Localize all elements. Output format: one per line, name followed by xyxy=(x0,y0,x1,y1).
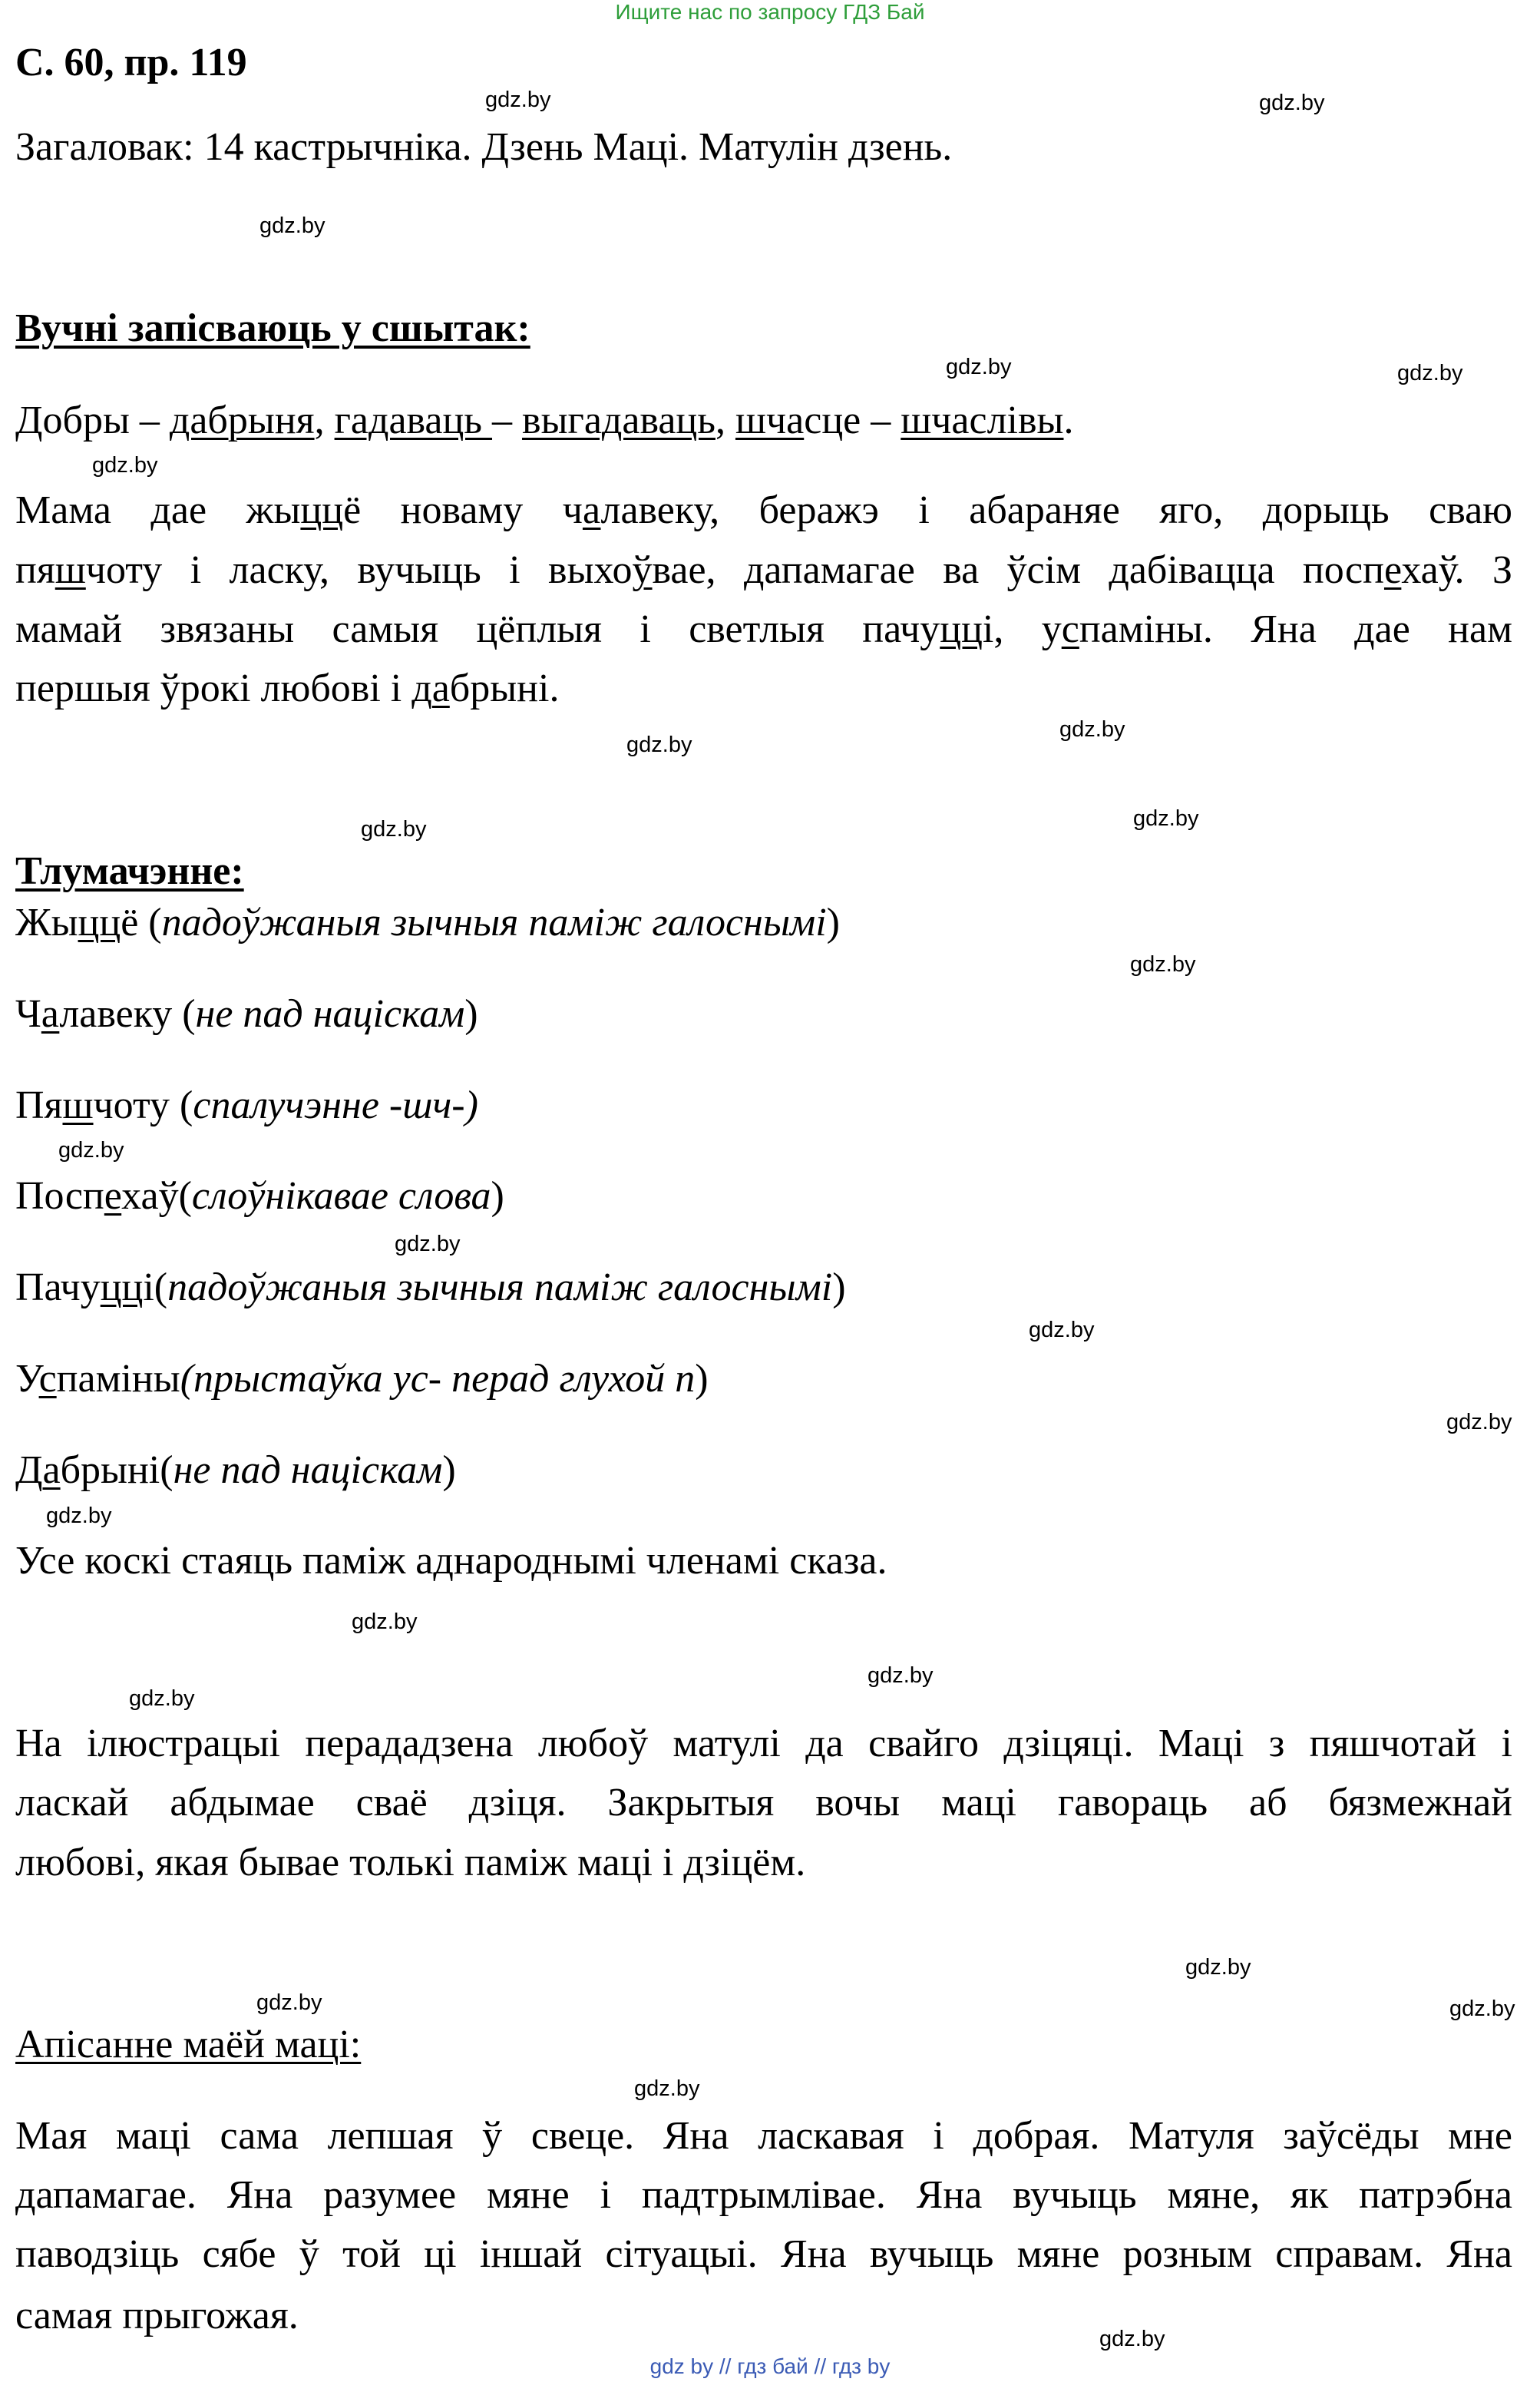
text-segment: і( xyxy=(143,1265,168,1309)
explanation-item xyxy=(15,1265,846,1311)
underlined-letters: гадаваць xyxy=(334,399,493,442)
footer-links[interactable]: gdz by // гдз бай // гдз by xyxy=(649,2354,891,2378)
text-segment: ) xyxy=(832,1265,846,1309)
text-segment: ) xyxy=(464,992,478,1036)
underlined-letters: ў xyxy=(632,548,653,592)
text-segment: . xyxy=(1063,399,1074,442)
watermark-text: gdz.by xyxy=(946,355,1012,379)
text-segment: чоту ( xyxy=(93,1083,193,1127)
italic-comment: (прыстаўка ус- перад глухой п xyxy=(180,1357,696,1401)
text-segment: і, у xyxy=(982,607,1062,651)
watermark-text: gdz.by xyxy=(361,817,427,842)
watermark-text: gdz.by xyxy=(1130,952,1196,977)
watermark-text: gdz.by xyxy=(1059,717,1125,742)
watermark-text: gdz.by xyxy=(634,2076,700,2101)
words-line xyxy=(15,398,1073,444)
underlined-letters: цц xyxy=(300,488,344,532)
explanation-item xyxy=(15,900,840,946)
text-segment: сце – xyxy=(804,399,901,442)
text-segment: вае, дапамагае ва ўсім дабівацца посп xyxy=(652,548,1384,592)
watermark-text: gdz.by xyxy=(1133,806,1199,831)
paragraph-line xyxy=(15,666,559,712)
text-segment: чоту і ласку, вучыць і выхо xyxy=(85,548,633,592)
watermark-text: gdz.by xyxy=(92,453,158,478)
watermark-text: gdz.by xyxy=(46,1504,112,1528)
watermark-text: gdz.by xyxy=(58,1138,124,1163)
underlined-letters: а xyxy=(582,488,601,532)
text-segment: паміны xyxy=(56,1357,180,1401)
text-segment: Пачу xyxy=(15,1265,101,1309)
watermark-text: gdz.by xyxy=(867,1663,934,1688)
underlined-letters: ш xyxy=(62,1083,94,1127)
watermark-text: gdz.by xyxy=(1397,361,1463,385)
text-segment: ) xyxy=(695,1357,709,1401)
underlined-letters: а xyxy=(41,992,60,1036)
text-segment: Д xyxy=(15,1448,43,1492)
text-segment: пя xyxy=(15,548,55,592)
watermark-text: gdz.by xyxy=(395,1232,461,1256)
watermark-text: gdz.by xyxy=(485,88,551,112)
description-line: Мая маці сама лепшая ў свеце. Яна ласкавая і добрая. Матуля заўсёды мне xyxy=(15,2114,1512,2158)
text-segment: лавеку ( xyxy=(59,992,196,1036)
explanation-item xyxy=(15,1173,504,1219)
italic-comment: падоўжаныя зычныя паміж галоснымі xyxy=(167,1265,833,1309)
text-segment: , xyxy=(715,399,735,442)
text-segment: ё новаму ч xyxy=(343,488,583,532)
underlined-letters: дабрыня xyxy=(169,399,315,442)
text-segment: ) xyxy=(826,901,840,945)
text-segment: – xyxy=(492,399,523,442)
text-segment: мамай звязаны самыя цёплыя і светлыя пачу xyxy=(15,607,940,651)
comma-note: Усе коскі стаяць паміж аднароднымі членамі сказа. xyxy=(15,1539,887,1583)
italic-comment: не пад націскам xyxy=(195,992,465,1036)
description-line: самая прыгожая. xyxy=(15,2294,299,2337)
watermark-text: gdz.by xyxy=(1029,1318,1095,1342)
italic-comment: падоўжаныя зычныя паміж галоснымі xyxy=(161,901,827,945)
paragraph-line xyxy=(15,607,1512,653)
underlined-letters: цц xyxy=(78,901,121,945)
paragraph-line xyxy=(15,548,1512,594)
description-line: дапамагае. Яна разумее мяне і падтрымлівае. Яна вучыць мяне, як патрэбна xyxy=(15,2173,1512,2217)
italic-comment: не пад націскам xyxy=(173,1448,443,1492)
underlined-letters: шча xyxy=(735,399,805,442)
underlined-letters: с xyxy=(38,1357,57,1401)
illustration-line: ласкай абдымае сваё дзіця. Закрытыя вочы маці гавораць аб бязмежнай xyxy=(15,1781,1512,1825)
explanation-item xyxy=(15,1083,478,1129)
watermark-text: gdz.by xyxy=(1099,2327,1165,2351)
italic-comment: слоўнікавае слова xyxy=(191,1174,491,1218)
watermark-text: gdz.by xyxy=(1259,91,1325,115)
text-segment: обры – xyxy=(42,399,170,442)
text-segment: паміны. Яна дае нам xyxy=(1079,607,1512,651)
description-line: паводзіць сябе ў той ці іншай сітуацыі. Яна вучыць мяне розным справам. Яна xyxy=(15,2232,1512,2276)
watermark-text: gdz.by xyxy=(1185,1955,1251,1980)
underlined-letters: цц xyxy=(940,607,983,651)
page-title: С. 60, пр. 119 xyxy=(15,41,247,84)
text-segment: ) xyxy=(442,1448,456,1492)
watermark-text: gdz.by xyxy=(352,1610,418,1634)
text-segment: Жы xyxy=(15,901,78,945)
text-segment: Посп xyxy=(15,1174,104,1218)
underlined-letters: е xyxy=(1383,548,1402,592)
text-segment: брыні. xyxy=(449,667,560,710)
heading-line: Загаловак: 14 кастрычніка. Дзень Маці. Матулін дзень. xyxy=(15,125,953,169)
paragraph-line xyxy=(15,488,1512,534)
text-segment: ) xyxy=(491,1174,504,1218)
italic-comment: спалучэнне -шч-) xyxy=(193,1083,478,1127)
text-segment: ё ( xyxy=(121,901,162,945)
section-heading-copy: Вучні запісваюць у сшытак: xyxy=(15,306,530,350)
section-heading-explanation: Тлумачэнне: xyxy=(15,849,244,893)
section-heading-description: Апісанне маёй маці: xyxy=(15,2023,362,2066)
underlined-letters: с xyxy=(1061,607,1079,651)
text-segment: брыні( xyxy=(60,1448,173,1492)
text-segment: У xyxy=(15,1357,39,1401)
text-segment: Пя xyxy=(15,1083,63,1127)
watermark-text: gdz.by xyxy=(1449,1997,1515,2021)
watermark-text: gdz.by xyxy=(1446,1410,1512,1434)
underlined-letters: Д xyxy=(15,399,43,442)
illustration-line: любові, якая бывае толькі паміж маці і дзіцём. xyxy=(15,1841,806,1884)
text-segment: першыя ўрокі любові і д xyxy=(15,667,432,710)
text-segment: Ч xyxy=(15,992,41,1036)
explanation-item xyxy=(15,1447,456,1494)
watermark-text: gdz.by xyxy=(256,1990,322,2015)
explanation-item xyxy=(15,1356,709,1402)
underlined-letters: а xyxy=(431,667,450,710)
top-banner-link[interactable]: Ищите нас по запросу ГДЗ Бай xyxy=(615,0,925,24)
watermark-text: gdz.by xyxy=(259,213,326,238)
watermark-text: gdz.by xyxy=(626,733,692,757)
underlined-letters: цц xyxy=(100,1265,144,1309)
text-segment: Мама дае жы xyxy=(15,488,301,532)
underlined-letters: ш xyxy=(55,548,86,592)
text-segment: , xyxy=(314,399,335,442)
text-segment: хаў( xyxy=(121,1174,192,1218)
illustration-line: На ілюстрацыі перададзена любоў матулі да свайго дзіцяці. Маці з пяшчотай і xyxy=(15,1722,1512,1765)
underlined-letters: выгадаваць xyxy=(522,399,715,442)
underlined-letters: шчаслівы xyxy=(901,399,1064,442)
underlined-letters: а xyxy=(42,1448,61,1492)
explanation-item xyxy=(15,991,478,1037)
watermark-text: gdz.by xyxy=(129,1686,195,1711)
underlined-letters: е xyxy=(104,1174,122,1218)
text-segment: хаў. З xyxy=(1401,548,1512,592)
text-segment: лавеку, беражэ і абараняе яго, дорыць сваю xyxy=(600,488,1512,532)
